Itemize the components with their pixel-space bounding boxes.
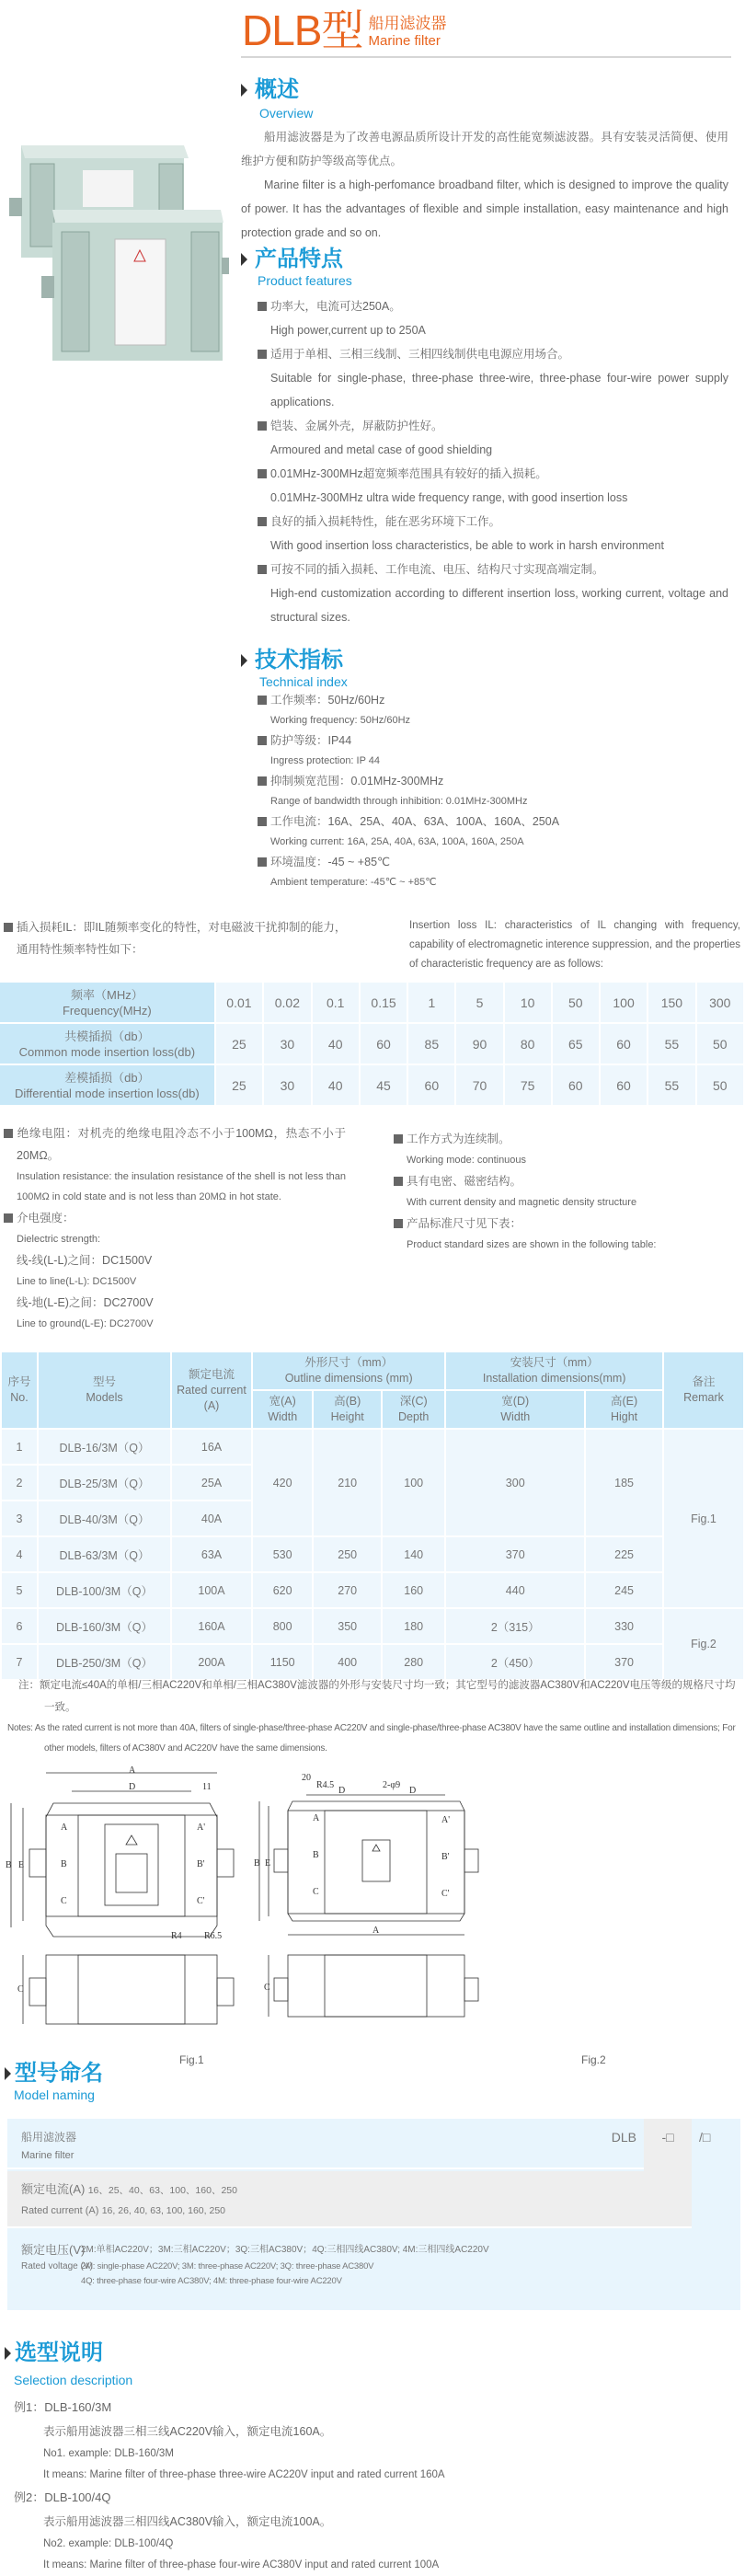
example-label: 例2：DLB-100/4Q [14, 2490, 111, 2504]
feature-item-cn [258, 342, 728, 366]
table-cell: 60 [601, 1065, 647, 1105]
cell-a: 420 [253, 1430, 312, 1535]
section-arrow-icon [5, 2347, 11, 2360]
terminal-label: A [313, 1813, 320, 1823]
col-outline-cn: 外形尺寸（mm） [304, 1356, 394, 1369]
section-title-en: Overview [259, 106, 314, 121]
col-remark-en: Remark [683, 1391, 724, 1404]
example-meaning-en: It means: Marine filter of three-phase four-wire AC380V input and rated current 100A [43, 2559, 440, 2570]
feature-text-en: High-end customization according to different insertion loss, working current, voltage and structural sizes. [270, 587, 728, 624]
table-cell: 30 [264, 1065, 310, 1105]
insertion-loss-table [0, 981, 745, 1107]
divider [241, 56, 731, 58]
feature-item-cn [258, 414, 728, 438]
table-cell: 25 [216, 1065, 262, 1105]
cell-c: 160 [383, 1573, 444, 1607]
table-cell: 75 [505, 1065, 551, 1105]
feature-text-cn: 铠装、金属外壳，屏蔽防护性好。 [270, 420, 443, 432]
table-cell: 10 [505, 983, 551, 1022]
tech-text-en: Range of bandwidth through inhibition: 0.01MHz-300MHz [270, 796, 528, 807]
naming-box [7, 2119, 740, 2310]
spec-text-cn: 产品标准尺寸见下表： [407, 1217, 522, 1230]
dim-label: D [409, 1786, 417, 1796]
section-title-cn: 产品特点 [255, 247, 343, 271]
col-no-en: No. [10, 1391, 29, 1404]
dim-label: R4.5 [316, 1780, 335, 1790]
tech-item-cn [258, 852, 728, 872]
overview-text-en: Marine filter is a high-perfomance broadband filter, which is designed to improve the quality of power. It has the advantages of flexible and simple installation, easy maintenance and high protection grade and so on. [241, 178, 728, 239]
section-title-en: Model naming [14, 2087, 95, 2102]
bullet-icon [258, 350, 267, 359]
dim-label: R4 [171, 1931, 182, 1941]
tech-text-cn: 防护等级：IP44 [270, 734, 352, 747]
terminal-label: B [61, 1859, 67, 1869]
feature-text-en: Suitable for single-phase, three-phase three-wire, three-phase four-wire power supply applications. [270, 372, 728, 408]
col-current-en: Rated current [177, 1383, 246, 1397]
cell-model: DLB-160/3M（Q） [39, 1609, 170, 1643]
bullet-icon [258, 565, 267, 574]
terminal-label: A [61, 1823, 68, 1833]
notes [7, 1674, 739, 1759]
spec-text-en: Working mode: continuous [407, 1155, 527, 1166]
tech-item-cn [258, 690, 728, 710]
cell-remark: Fig.2 [664, 1609, 743, 1679]
feature-text-cn: 功率大，电流可达250A。 [270, 300, 401, 313]
cell-model: DLB-63/3M（Q） [39, 1537, 170, 1571]
table-row [0, 1024, 743, 1064]
bullet-icon [258, 817, 267, 826]
cell-no: 1 [2, 1430, 37, 1464]
line-ground-en: Line to ground(L-E): DC2700V [17, 1318, 154, 1329]
naming-row-current [7, 2171, 692, 2228]
table-row [2, 1609, 743, 1643]
feature-item-cn [258, 294, 728, 318]
table-cell: 0.15 [361, 983, 407, 1022]
cell-no: 6 [2, 1609, 37, 1643]
cell-d: 300 [446, 1430, 584, 1535]
table-cell: 55 [648, 1024, 694, 1064]
tech-text-en: Working frequency: 50Hz/60Hz [270, 715, 411, 726]
size-table [0, 1351, 745, 1681]
type-en: Marine filter [21, 2150, 74, 2161]
col-c-cn: 深(C) [399, 1395, 428, 1408]
fig2-caption: Fig.2 [581, 2053, 606, 2066]
spec-text-en: Product standard sizes are shown in the following table: [407, 1239, 657, 1250]
cell-c: 100 [383, 1430, 444, 1535]
table-row [0, 983, 743, 1022]
cell-b: 270 [314, 1573, 381, 1607]
table-cell: 50 [553, 983, 599, 1022]
table-cell: 5 [456, 983, 502, 1022]
feature-item-cn [258, 510, 728, 534]
tech-section [241, 648, 728, 892]
cell-d: 2（450） [446, 1645, 584, 1679]
overview-text-cn: 船用滤波器是为了改善电源品质所设计开发的高性能宽频滤波器。具有安装灵活简便、使用维护方便和防护等级高等优点。 [241, 131, 728, 167]
cell-c: 180 [383, 1609, 444, 1643]
table-cell: 50 [697, 1065, 743, 1105]
row-header [0, 1065, 214, 1105]
dim-label: B [254, 1858, 260, 1869]
example-cn: 表示船用滤波器三相四线AC380V输入，额定电流100A。 [43, 2515, 332, 2528]
naming-heading [5, 2061, 103, 2103]
spec-item-cn [394, 1213, 743, 1235]
insertion-text-en: Insertion loss IL: characteristics of IL changing with frequency, capability of electromagnetic interence suppression, and the properties of characteristic frequency are as follows: [409, 920, 740, 970]
bullet-icon [4, 1129, 13, 1138]
table-cell: 30 [264, 1024, 310, 1064]
dimension-drawings [0, 1765, 745, 2047]
feature-text-en: High power,current up to 250A [270, 324, 426, 337]
table-cell: 70 [456, 1065, 502, 1105]
section-title-cn: 选型说明 [15, 2340, 103, 2365]
section-arrow-icon [241, 253, 247, 266]
voltage-label-cn: 额定电压(V) [21, 2243, 86, 2257]
table-cell: 60 [553, 1065, 599, 1105]
row-header [0, 983, 214, 1022]
terminal-label: B' [441, 1852, 450, 1862]
feature-text-cn: 良好的插入损耗特性，能在恶劣环境下工作。 [270, 515, 501, 528]
col-outline-en: Outline dimensions (mm) [284, 1372, 413, 1385]
cell-b: 250 [314, 1537, 381, 1571]
cell-current: 200A [172, 1645, 251, 1679]
feature-text-cn: 适用于单相、三相三线制、三相四线制供电电源应用场合。 [270, 348, 570, 361]
cell-b: 350 [314, 1609, 381, 1643]
current-values-cn: 16、25、40、63、100、160、250 [87, 2185, 237, 2196]
cell-e: 225 [586, 1537, 662, 1571]
table-cell: 80 [505, 1024, 551, 1064]
cell-a: 620 [253, 1573, 312, 1607]
tech-text-en: Working current: 16A, 25A, 40A, 63A, 100A, 160A, 250A [270, 836, 524, 847]
table-cell: 0.01 [216, 983, 262, 1022]
tech-text-cn: 工作电流：16A、25A、40A、63A、100A、160A、250A [270, 815, 560, 828]
insulation-en: Insulation resistance: the insulation resistance of the shell is not less than 100MΩ in cold state and is not less than 20MΩ in hot state. [17, 1171, 346, 1202]
cell-no: 5 [2, 1573, 37, 1607]
table-cell: 60 [361, 1024, 407, 1064]
col-e-en: Hight [610, 1410, 638, 1423]
cell-model: DLB-40/3M（Q） [39, 1501, 170, 1535]
table-cell: 55 [648, 1065, 694, 1105]
voltage-values-en-2: 4Q: three-phase four-wire AC380V; 4M: three-phase four-wire AC220V [81, 2276, 342, 2286]
cell-a: 1150 [253, 1645, 312, 1679]
tech-text-en: Ingress protection: IP 44 [270, 755, 381, 766]
selection-section [5, 2340, 731, 2576]
feature-item-cn [258, 462, 728, 486]
cell-no: 7 [2, 1645, 37, 1679]
col-a-en: Width [268, 1410, 298, 1423]
col-remark-cn: 备注 [692, 1375, 716, 1388]
bullet-icon [4, 923, 13, 932]
notes-cn: 注：额定电流≤40A的单相/三相AC220V和单相/三相AC380V滤波器的外形与安装尺寸均一致；其它型号的滤波器AC380V和AC220V电压等级的规格尺寸均一致。 [18, 1680, 736, 1713]
col-model-cn: 型号 [92, 1375, 116, 1388]
bullet-icon [258, 302, 267, 311]
table-cell: 150 [648, 983, 694, 1022]
current-label-en: Rated current (A) [21, 2205, 99, 2216]
feature-text-en: 0.01MHz-300MHz ultra wide frequency range, with good insertion loss [270, 491, 628, 504]
bullet-icon [4, 1213, 13, 1223]
bullet-icon [258, 736, 267, 745]
dim-label: D [338, 1786, 346, 1796]
table-cell: 60 [408, 1065, 454, 1105]
section-arrow-icon [241, 84, 247, 97]
row-header-en: Differential mode insertion loss(db) [15, 1086, 200, 1100]
line-ground-cn: 线-地(L-E)之间：DC2700V [17, 1296, 154, 1309]
row-header-en: Common mode insertion loss(db) [18, 1044, 196, 1059]
type-cn: 船用滤波器 [21, 2131, 77, 2144]
bullet-icon [258, 469, 267, 478]
table-cell: 60 [601, 1024, 647, 1064]
table-row [2, 1573, 743, 1607]
table-cell: 1 [408, 983, 454, 1022]
section-title-cn: 概述 [255, 77, 299, 102]
insertion-text-cn: 插入损耗IL：即IL随频率变化的特性，对电磁波干扰抑制的能力，通用特性频率特性如下： [17, 921, 347, 956]
bullet-icon [394, 1177, 403, 1186]
dim-label: E [265, 1858, 271, 1869]
insertion-intro-en [409, 916, 740, 974]
voltage-label-en: Rated voltage (V) [21, 2261, 93, 2271]
terminal-label: B [313, 1850, 319, 1860]
cell-model: DLB-250/3M（Q） [39, 1645, 170, 1679]
col-e-cn: 高(E) [610, 1395, 638, 1408]
cell-c: 280 [383, 1645, 444, 1679]
table-cell: 40 [313, 1024, 359, 1064]
cell-c: 140 [383, 1537, 444, 1571]
terminal-label: C [61, 1896, 67, 1906]
table-cell: 45 [361, 1065, 407, 1105]
cell-no: 3 [2, 1501, 37, 1535]
bullet-icon [258, 857, 267, 867]
col-model-en: Models [86, 1391, 123, 1404]
spec-item-cn [394, 1128, 743, 1150]
terminal-label: C' [441, 1889, 450, 1899]
example-en: No1. example: DLB-160/3M [43, 2448, 174, 2459]
cell-model: DLB-100/3M（Q） [39, 1573, 170, 1607]
dielectric-cn: 介电强度： [17, 1212, 74, 1225]
notes-en: Notes: As the rated current is not more than 40A, filters of single-phase/three-phase AC220V and single-phase/three-phase AC380V have the same outline and installation dimensions; For other models, filters of AC380V and AC220V have the same dimensions. [7, 1723, 736, 1754]
section-title-cn: 型号命名 [15, 2061, 103, 2086]
cell-current: 25A [172, 1466, 251, 1500]
table-row [2, 1430, 743, 1464]
tech-text-cn: 环境温度：-45 ~ +85℃ [270, 856, 391, 868]
table-cell: 40 [313, 1065, 359, 1105]
feature-item-cn [258, 558, 728, 581]
dim-label: 11 [202, 1782, 212, 1792]
cell-d: 2（315） [446, 1609, 584, 1643]
col-install-en: Installation dimensions(mm) [482, 1372, 626, 1385]
spec-text-en: With current density and magnetic density structure [407, 1197, 637, 1208]
cell-d: 440 [446, 1573, 584, 1607]
cell-b: 400 [314, 1645, 381, 1679]
line-line-en: Line to line(L-L): DC1500V [17, 1276, 137, 1287]
row-header-cn: 共模插损（db） [64, 1029, 150, 1043]
fig2-drawing [254, 1773, 478, 2017]
features-section [241, 247, 728, 629]
cell-current: 100A [172, 1573, 251, 1607]
product-photo [5, 138, 230, 409]
terminal-label: A' [197, 1823, 206, 1833]
row-header-cn: 差模插损（db） [64, 1070, 150, 1085]
cell-current: 40A [172, 1501, 251, 1535]
dim-label: C [17, 1984, 24, 1995]
terminal-label: B' [197, 1859, 205, 1869]
voltage-values-en-1: 2M: single-phase AC220V; 3M: three-phase AC220V; 3Q: three-phase AC380V [81, 2261, 374, 2271]
row-header [0, 1024, 214, 1064]
spec-text-cn: 工作方式为连续制。 [407, 1133, 510, 1145]
cell-current: 16A [172, 1430, 251, 1464]
dim-label: B [6, 1860, 12, 1870]
feature-text-en: With good insertion loss characteristics, be able to work in harsh environment [270, 539, 664, 552]
col-b-en: Height [330, 1410, 364, 1423]
dim-label: 2-φ9 [383, 1780, 401, 1790]
dim-label: A [129, 1765, 136, 1776]
dim-label: D [129, 1782, 136, 1792]
overview-section [241, 77, 728, 245]
bullet-icon [258, 696, 267, 705]
product-name-en: Marine filter [368, 33, 441, 49]
terminal-label: C' [197, 1896, 205, 1906]
table-cell: 300 [697, 983, 743, 1022]
feature-text-cn: 0.01MHz-300MHz超宽频率范围具有较好的插入损耗。 [270, 467, 547, 480]
fig1-caption: Fig.1 [179, 2053, 204, 2066]
voltage-code-box: /□ [699, 2130, 711, 2145]
tech-text-cn: 抑制频宽范围：0.01MHz-300MHz [270, 775, 444, 788]
table-cell: 50 [697, 1024, 743, 1064]
col-b-cn: 高(B) [334, 1395, 361, 1408]
naming-row-voltage [7, 2230, 740, 2310]
col-install-cn: 安装尺寸（mm） [510, 1356, 599, 1369]
row-header-cn: 频率（MHz） [70, 987, 143, 1002]
example-label: 例1：DLB-160/3M [14, 2400, 112, 2414]
section-title-cn: 技术指标 [255, 648, 343, 673]
table-cell: 0.02 [264, 983, 310, 1022]
table-cell: 100 [601, 983, 647, 1022]
current-label-cn: 额定电流(A) [21, 2182, 86, 2196]
feature-text-en: Armoured and metal case of good shielding [270, 443, 493, 456]
row-header-en: Frequency(MHz) [62, 1003, 152, 1018]
bullet-icon [258, 776, 267, 786]
section-title-en: Product features [258, 273, 352, 288]
cell-model: DLB-16/3M（Q） [39, 1430, 170, 1464]
example-cn: 表示船用滤波器三相三线AC220V输入，额定电流160A。 [43, 2425, 332, 2438]
table-cell: 85 [408, 1024, 454, 1064]
col-current-cn: 额定电流 [188, 1367, 235, 1381]
tech-item-cn [258, 771, 728, 791]
insertion-intro-cn [4, 916, 353, 960]
specs-left [4, 1122, 346, 1334]
dielectric-en: Dielectric strength: [17, 1234, 101, 1245]
section-title-en: Technical index [259, 674, 348, 689]
col-c-en: Depth [398, 1410, 430, 1423]
spec-item-cn [394, 1170, 743, 1192]
dim-label: A [372, 1926, 380, 1936]
cell-model: DLB-25/3M（Q） [39, 1466, 170, 1500]
insulation-cn: 绝缘电阻：对机壳的绝缘电阻冷态不小于100MΩ，热态不小于20MΩ。 [17, 1127, 346, 1162]
page-header [242, 6, 447, 54]
dim-label: E [18, 1860, 25, 1870]
section-arrow-icon [5, 2067, 11, 2080]
current-code-box: -□ [661, 2130, 674, 2145]
cell-remark: Fig.1 [664, 1430, 743, 1607]
col-no-cn: 序号 [7, 1375, 31, 1388]
bullet-icon [258, 517, 267, 526]
table-row [2, 1537, 743, 1571]
table-row [0, 1065, 743, 1105]
tech-item-cn [258, 811, 728, 832]
naming-row-type [7, 2119, 644, 2169]
tech-item-cn [258, 730, 728, 751]
spec-text-cn: 具有电密、磁密结构。 [407, 1175, 522, 1188]
feature-text-cn: 可按不同的插入损耗、工作电流、电压、结构尺寸实现高端定制。 [270, 563, 604, 576]
cell-e: 185 [586, 1430, 662, 1535]
tech-text-en: Ambient temperature: -45℃ ~ +85℃ [270, 877, 437, 888]
model-title: DLB型 [242, 6, 363, 54]
example-en: No2. example: DLB-100/4Q [43, 2538, 174, 2549]
bullet-icon [394, 1219, 403, 1228]
cell-e: 245 [586, 1573, 662, 1607]
col-d-en: Width [500, 1410, 531, 1423]
cell-no: 4 [2, 1537, 37, 1571]
dim-label: 20 [302, 1773, 311, 1783]
dim-label: R6.5 [204, 1931, 223, 1941]
cell-e: 370 [586, 1645, 662, 1679]
model-code: DLB [611, 2130, 636, 2145]
fig1-drawing [6, 1765, 234, 2024]
terminal-label: C [313, 1887, 319, 1897]
section-arrow-icon [241, 654, 247, 667]
col-a-cn: 宽(A) [269, 1395, 296, 1408]
cell-a: 800 [253, 1609, 312, 1643]
table-cell: 65 [553, 1024, 599, 1064]
cell-b: 210 [314, 1430, 381, 1535]
col-d-cn: 宽(D) [501, 1395, 530, 1408]
current-values-en: 16, 26, 40, 63, 100, 160, 250 [101, 2205, 225, 2216]
cell-no: 2 [2, 1466, 37, 1500]
section-title-en: Selection description [14, 2373, 133, 2387]
cell-a: 530 [253, 1537, 312, 1571]
table-cell: 90 [456, 1024, 502, 1064]
terminal-label: A' [441, 1815, 451, 1825]
bullet-icon [258, 421, 267, 431]
cell-current: 63A [172, 1537, 251, 1571]
product-name-cn: 船用滤波器 [368, 15, 447, 32]
tech-text-cn: 工作频率：50Hz/60Hz [270, 694, 385, 707]
specs-right [394, 1128, 743, 1255]
cell-d: 370 [446, 1537, 584, 1571]
line-line-cn: 线-线(L-L)之间：DC1500V [17, 1254, 153, 1267]
table-cell: 0.1 [313, 983, 359, 1022]
cell-current: 160A [172, 1609, 251, 1643]
voltage-values-cn: 2M:单相AC220V；3M:三相AC220V；3Q:三相AC380V；4Q:三相四线AC380V; 4M:三相四线AC220V [81, 2245, 489, 2255]
bullet-icon [394, 1134, 403, 1144]
dim-label: C [264, 1983, 270, 1993]
cell-e: 330 [586, 1609, 662, 1643]
example-meaning-en: It means: Marine filter of three-phase three-wire AC220V input and rated current 160A [43, 2469, 445, 2480]
table-cell: 25 [216, 1024, 262, 1064]
col-current-unit: (A) [203, 1398, 220, 1412]
